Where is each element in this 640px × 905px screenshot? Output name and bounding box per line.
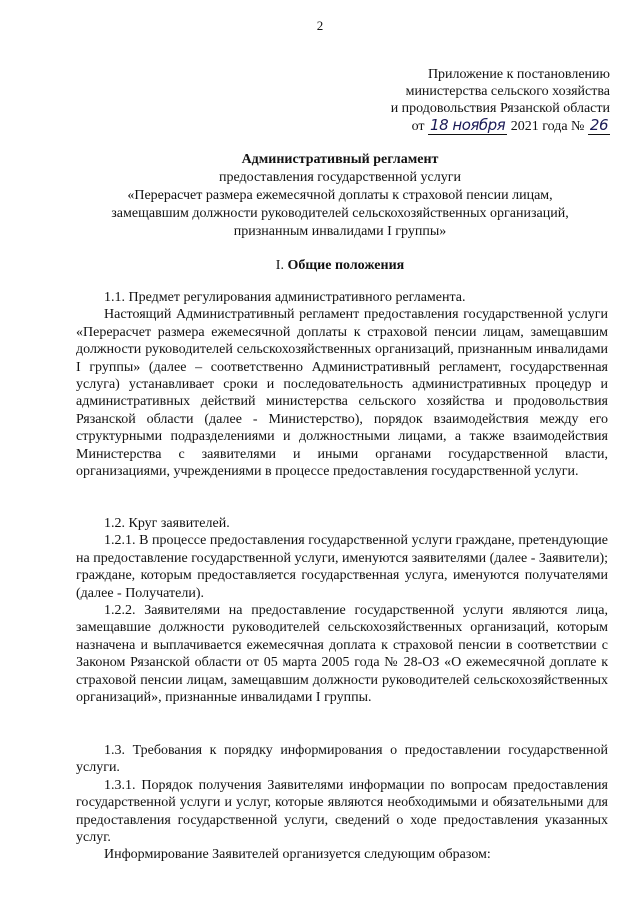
appendix-date-line	[310, 117, 610, 135]
number-prefix: №	[571, 119, 585, 134]
title-line-2: предоставления государственной услуги	[219, 170, 461, 185]
clause-1-2-heading: 1.2. Круг заявителей.	[104, 516, 230, 531]
appendix-line-1: Приложение к постановлению	[427, 67, 610, 82]
clause-1-1	[76, 289, 608, 480]
clause-1-2-1: 1.2.1. В процессе предоставления государственной услуги граждане, претендующие на предоставление государственной услуги, именуются заявителями (далее - Заявители); граждане, которым предоставляется государственная услуга, именуются получателями (далее - Получатели).	[76, 533, 608, 601]
title-line-1: Административный регламент	[241, 152, 439, 167]
clause-1-2-2: 1.2.2. Заявителями на предоставление государственной услуги являются лица, замещавшие должности руководителей сельскохозяйственных организаций, которым назначена и выплачивается ежемесячная доплата к страховой пенсии в соответствии с Законом Рязанской области от 05 марта 2005 года № 28-ОЗ «О ежемесячной доплате к страховой пенсии лицам, замещавшим должности руководителей сельскохозяйственных организаций», признанные инвалидами I группы.	[76, 603, 608, 706]
page-number: 2	[316, 18, 324, 33]
year-text: 2021 года	[510, 119, 568, 134]
clause-1-3-1: 1.3.1. Порядок получения Заявителями информации по вопросам предоставления государственной услуги и услуг, которые являются необходимыми и обязательными для предоставления государственной услуги, сведений о ходе предоставления указанных услуг.	[76, 777, 608, 846]
handwritten-number: 26	[589, 116, 608, 134]
clause-1-3-heading: 1.3. Требования к порядку информирования о предоставлении государственной услуги.	[76, 743, 608, 776]
section-title: Общие положения	[287, 258, 405, 273]
title-line-3: «Перерасчет размера ежемесячной доплаты к страховой пенсии лицам,	[127, 188, 553, 203]
clause-1-1-heading: 1.1. Предмет регулирования административного регламента.	[104, 290, 466, 305]
clause-1-2	[76, 515, 608, 706]
section-heading	[60, 258, 620, 274]
document-title	[60, 151, 620, 241]
title-line-4: замещавшим должности руководителей сельскохозяйственных организаций,	[111, 206, 569, 221]
appendix-line-3: и продовольствия Рязанской области	[390, 101, 610, 116]
title-line-5: признанным инвалидами I группы»	[233, 224, 447, 239]
handwritten-date: 18 ноября	[430, 116, 506, 134]
date-prefix: от	[411, 119, 425, 134]
appendix-line-2: министерства сельского хозяйства	[405, 84, 610, 99]
clause-1-3	[76, 742, 608, 864]
clause-1-3-tail: Информирование Заявителей организуется следующим образом:	[104, 847, 491, 863]
section-numeral: I.	[275, 258, 284, 273]
clause-1-1-body: Настоящий Административный регламент предоставления государственной услуги «Перерасчет размера ежемесячной доплаты к страховой пенсии лицам, замещавшим должности руководителей сельскохозяйственных организаций, признанным инвалидами I группы» (далее – соответственно Административный регламент, государственная услуга) устанавливает сроки и последовательность административных процедур и административных действий министерства сельского хозяйства и продовольствия Рязанской области (далее - Министерство), порядок взаимодействия между его структурными подразделениями и должностными лицами, а также взаимодействия Министерства с заявителями и иными органами государственной власти, организациями, учреждениями в процессе предоставления государственной услуги.	[76, 307, 608, 480]
appendix-header	[310, 66, 610, 135]
